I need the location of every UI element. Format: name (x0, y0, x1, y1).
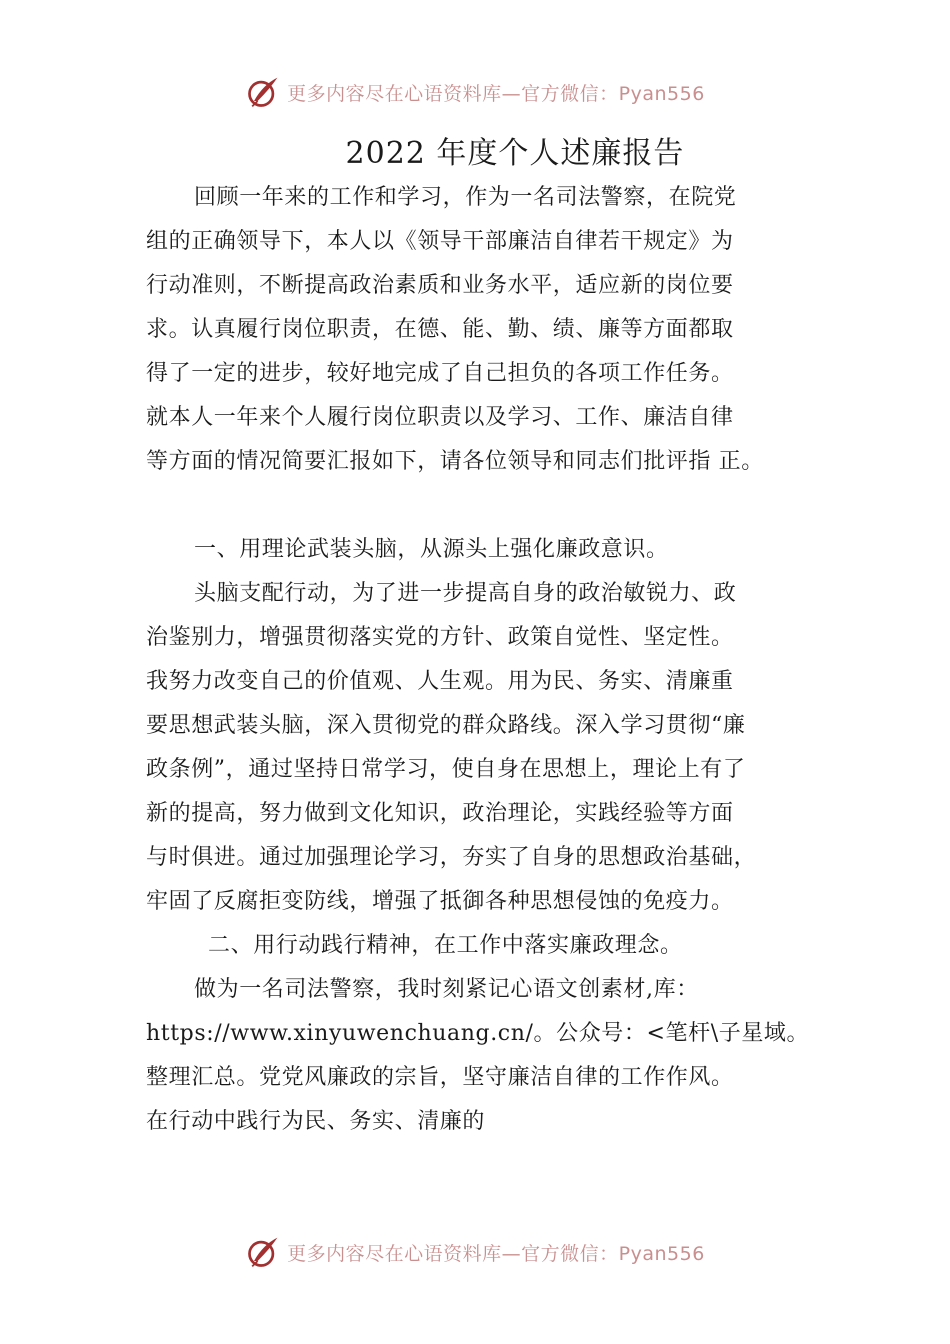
footer-watermark (0, 1232, 950, 1272)
watermark-group (245, 1234, 705, 1270)
paragraph-line: 政条例”，通过坚持日常学习，使自身在思想上，理论上有了 (146, 757, 746, 782)
section-heading-1: 一、用理论武装头脑，从源头上强化廉政意识。 (194, 537, 669, 562)
paragraph-line: 行动准则，不断提高政治素质和业务水平，适应新的岗位要 (146, 273, 734, 298)
quill-circle-logo-icon (245, 1234, 281, 1270)
paragraph-line-url: https://www.xinyuwenchuang.cn/。公众号：<笔杆\子星域。 (146, 1021, 810, 1046)
paragraph-line: 就本人一年来个人履行岗位职责以及学习、工作、廉洁自律 (146, 405, 734, 430)
paragraph-line: 求。认真履行岗位职责，在德、能、勤、绩、廉等方面都取 (146, 317, 734, 342)
paragraph-line: 整理汇总。党党风廉政的宗旨，坚守廉洁自律的工作作风。 (146, 1065, 734, 1090)
paragraph-line: 治鉴别力，增强贯彻落实党的方针、政策自觉性、坚定性。 (146, 625, 734, 650)
paragraph-line: 等方面的情况简要汇报如下，请各位领导和同志们批评指 正。 (146, 449, 764, 474)
watermark-text: 更多内容尽在心语资料库—官方微信：Pyan556 (287, 82, 705, 105)
quill-circle-logo-icon (245, 74, 281, 110)
paragraph-line: 组的正确领导下，本人以《领导干部廉洁自律若干规定》为 (146, 229, 734, 254)
paragraph-line: 与时俱进。通过加强理论学习，夯实了自身的思想政治基础， (146, 845, 757, 870)
document-title: 2022 年度个人述廉报告 (345, 136, 685, 171)
paragraph-line: 我努力改变自己的价值观、人生观。用为民、务实、清廉重 (146, 669, 734, 694)
watermark-text: 更多内容尽在心语资料库—官方微信：Pyan556 (287, 1242, 705, 1265)
paragraph-gap (146, 484, 846, 528)
watermark-group (245, 74, 705, 110)
paragraph-line: 得了一定的进步，较好地完成了自己担负的各项工作任务。 (146, 361, 734, 386)
paragraph-line: 牢固了反腐拒变防线，增强了抵御各种思想侵蚀的免疫力。 (146, 889, 734, 914)
paragraph-line: 在行动中践行为民、务实、清廉的 (146, 1109, 486, 1134)
header-watermark (0, 72, 950, 112)
paragraph-line: 头脑支配行动，为了进一步提高自身的政治敏锐力、政 (194, 581, 737, 606)
paragraph-line: 做为一名司法警察，我时刻紧记心语文创素材,库： (194, 977, 699, 1002)
paragraph-line: 要思想武装头脑，深入贯彻党的群众路线。深入学习贯彻“廉 (146, 713, 746, 738)
document-body (146, 176, 846, 1144)
paragraph-line: 回顾一年来的工作和学习，作为一名司法警察，在院党 (194, 185, 737, 210)
section-heading-2: 二、用行动践行精神，在工作中落实廉政理念。 (208, 933, 683, 958)
paragraph-line: 新的提高，努力做到文化知识，政治理论，实践经验等方面 (146, 801, 734, 826)
